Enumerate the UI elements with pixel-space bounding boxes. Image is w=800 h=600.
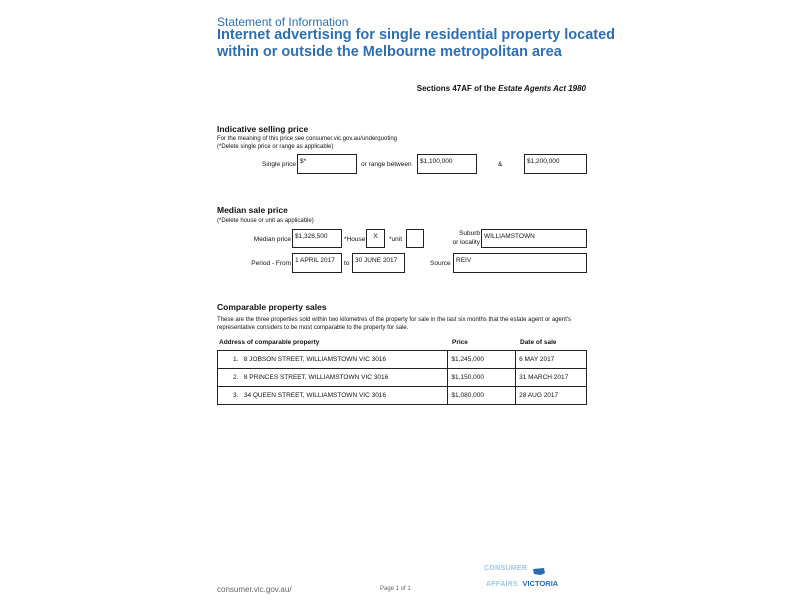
suburb-label-line-2: or locality [452,239,480,246]
indicative-note-2: (*Delete single price or range as applicable) [217,144,334,150]
sections-reference [360,84,586,93]
doc-subtitle: Statement of Information [217,15,349,29]
table-row [218,351,587,369]
logo-line-consumer: CONSUMER [484,565,528,572]
price-cell: $1,150,000 [448,369,516,387]
col-address-header: Address of comparable property [219,339,320,346]
range-high-field[interactable]: $1,200,000 [524,154,587,174]
date-cell: 6 MAY 2017 [516,351,587,369]
house-label: *House [344,236,366,243]
footer-url: consumer.vic.gov.au/ [217,585,292,594]
range-label: or range between [361,161,412,168]
single-price-field[interactable]: $* [297,154,357,174]
median-price-field[interactable]: $1,328,500 [292,229,342,248]
median-heading: Median sale price [217,205,288,215]
address-cell [218,369,448,387]
suburb-label [440,229,480,247]
sections-prefix: Sections 47AF of the [416,84,499,93]
victoria-map-icon [532,567,546,576]
address-cell [218,387,448,405]
suburb-field[interactable]: WILLIAMSTOWN [481,229,587,248]
date-cell: 28 AUG 2017 [516,387,587,405]
row-address: 8 PRINCES STREET, WILLIAMSTOWN VIC 3016 [243,374,389,381]
period-from-field[interactable]: 1 APRIL 2017 [292,253,342,273]
row-number: 1. [233,356,239,363]
median-price-label: Median price [253,236,291,243]
date-cell: 31 MARCH 2017 [516,369,587,387]
period-to-label: to [344,260,350,267]
unit-label: *unit [389,236,403,243]
address-cell [218,351,448,369]
sections-act: Estate Agents Act 1980 [498,84,586,93]
logo-line-affairs: AFFAIRS [486,581,519,588]
range-low-field[interactable]: $1,100,000 [417,154,477,174]
doc-title: Internet advertising for single residential property located within or outside the Melbourne metropolitan area [217,27,616,60]
logo-line-2 [486,573,558,591]
table-row [218,369,587,387]
consumer-affairs-victoria-logo [484,565,594,587]
period-to-field[interactable]: 30 JUNE 2017 [352,253,405,273]
row-address: 8 JOBSON STREET, WILLIAMSTOWN VIC 3016 [243,356,387,363]
price-cell: $1,245,000 [448,351,516,369]
col-price-header: Price [452,339,468,346]
comparable-table [217,350,587,405]
row-address: 34 QUEEN STREET, WILLIAMSTOWN VIC 3016 [243,392,387,399]
indicative-note-1: For the meaning of this price see consumer.vic.gov.au/underquoting [217,136,397,142]
house-checkbox[interactable]: X [366,229,385,248]
source-field[interactable]: REIV [453,253,587,273]
indicative-heading: Indicative selling price [217,124,309,134]
suburb-label-line-1: Suburb [459,230,480,237]
period-label: Period - From [251,260,291,267]
page-number: Page 1 of 1 [380,586,411,592]
row-number: 2. [233,374,239,381]
unit-checkbox[interactable] [406,229,424,248]
range-amp: & [498,161,503,168]
row-number: 3. [233,392,239,399]
source-label: Source [430,260,451,267]
col-date-header: Date of sale [520,339,557,346]
logo-line-victoria: VICTORIA [522,579,559,588]
median-note: (*Delete house or unit as applicable) [217,218,314,224]
price-cell: $1,080,000 [448,387,516,405]
table-row [218,387,587,405]
comparable-heading: Comparable property sales [217,302,327,312]
single-price-label: Single price [262,161,296,168]
comparable-description: These are the three properties sold within two kilometres of the property for sale in the last six months that the estate agent or agent's representative considers to be most comparable to the property for sale. [217,317,571,331]
